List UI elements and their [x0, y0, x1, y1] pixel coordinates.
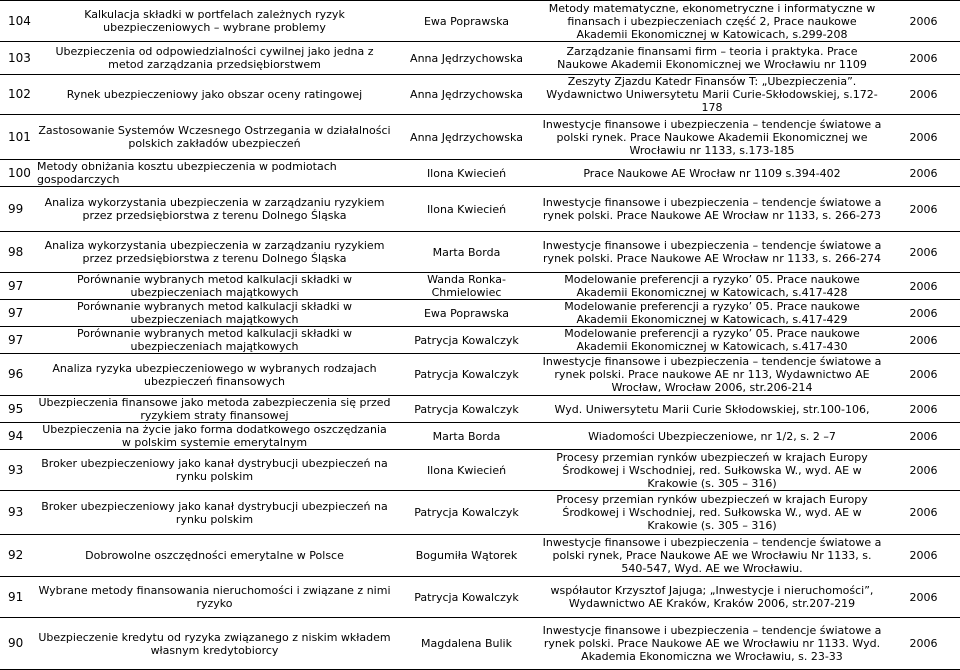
source: Wyd. Uniwersytetu Marii Curie Skłodowskiej, str.100-106, [537, 396, 887, 423]
year: 2006 [887, 423, 960, 450]
source: Zeszyty Zjazdu Katedr Finansów T: „Ubezpieczenia”. Wydawnictwo Uniwersytetu Marii Curie-Skłodowskiej, s.172-178 [537, 75, 887, 115]
row-number: 91 [0, 577, 33, 618]
table-row [0, 327, 960, 354]
paper-title: Ubezpieczenie kredytu od ryzyka związanego z niskim wkładem własnym kredytobiorcy [33, 618, 396, 670]
year: 2006 [887, 618, 960, 670]
author: Patrycja Kowalczyk [396, 491, 537, 535]
row-number: 99 [0, 187, 33, 232]
row-number: 101 [0, 115, 33, 160]
table-row [0, 491, 960, 535]
year: 2006 [887, 450, 960, 491]
author: Ilona Kwiecień [396, 450, 537, 491]
paper-title: Broker ubezpieczeniowy jako kanał dystrybucji ubezpieczeń na rynku polskim [33, 450, 396, 491]
source: Modelowanie preferencji a ryzyko’ 05. Prace naukowe Akademii Ekonomicznej w Katowicach, s.417-430 [537, 327, 887, 354]
source: Inwestycje finansowe i ubezpieczenia – tendencje światowe a rynek polski. Prace Naukowe AE Wrocław nr 1133, s. 266-274 [537, 232, 887, 273]
source: Modelowanie preferencji a ryzyko’ 05. Prace naukowe Akademii Ekonomicznej w Katowicach, s.417-429 [537, 300, 887, 327]
year: 2006 [887, 396, 960, 423]
year: 2006 [887, 115, 960, 160]
author: Bogumiła Wątorek [396, 535, 537, 577]
table-row [0, 618, 960, 670]
table-row [0, 160, 960, 187]
row-number: 93 [0, 491, 33, 535]
table-row [0, 396, 960, 423]
row-number: 97 [0, 273, 33, 300]
author: Anna Jędrzychowska [396, 115, 537, 160]
table-row [0, 75, 960, 115]
year: 2006 [887, 187, 960, 232]
paper-title: Broker ubezpieczeniowy jako kanał dystrybucji ubezpieczeń na rynku polskim [33, 491, 396, 535]
source: Inwestycje finansowe i ubezpieczenia – tendencje światowe a rynek polski. Prace Naukowe AE Wrocław nr 1133, s. 266-273 [537, 187, 887, 232]
year: 2006 [887, 75, 960, 115]
table-row [0, 450, 960, 491]
paper-title: Ubezpieczenia finansowe jako metoda zabezpieczenia się przed ryzykiem straty finansowej [33, 396, 396, 423]
year: 2006 [887, 300, 960, 327]
source: Inwestycje finansowe i ubezpieczenia – tendencje światowe a rynek polski. Prace naukowe AE nr 113, Wydawnictwo AE Wrocław, Wrocław 2006, str.206-214 [537, 354, 887, 396]
row-number: 92 [0, 535, 33, 577]
paper-title: Kalkulacja składki w portfelach zależnych ryzyk ubezpieczeniowych – wybrane problemy [33, 1, 396, 42]
row-number: 93 [0, 450, 33, 491]
author: Marta Borda [396, 232, 537, 273]
table-row [0, 535, 960, 577]
author: Patrycja Kowalczyk [396, 327, 537, 354]
author: Marta Borda [396, 423, 537, 450]
source: Metody matematyczne, ekonometryczne i informatyczne w finansach i ubezpieczeniach część 2, Prace naukowe Akademii Ekonomicznej w Katowicach, s.299-208 [537, 1, 887, 42]
paper-title: Zastosowanie Systemów Wczesnego Ostrzegania w działalności polskich zakładów ubezpieczeń [33, 115, 396, 160]
table-row [0, 1, 960, 42]
source: współautor Krzysztof Jajuga; „Inwestycje i nieruchomości”, Wydawnictwo AE Kraków, Kraków 2006, str.207-219 [537, 577, 887, 618]
paper-title: Analiza wykorzystania ubezpieczenia w zarządzaniu ryzykiem przez przedsiębiorstwa z terenu Dolnego Śląska [33, 232, 396, 273]
table-row [0, 187, 960, 232]
table-row [0, 354, 960, 396]
paper-title: Porównanie wybranych metod kalkulacji składki w ubezpieczeniach majątkowych [33, 300, 396, 327]
year: 2006 [887, 42, 960, 75]
year: 2006 [887, 491, 960, 535]
paper-title: Analiza wykorzystania ubezpieczenia w zarządzaniu ryzykiem przez przedsiębiorstwa z terenu Dolnego Śląska [33, 187, 396, 232]
source: Procesy przemian rynków ubezpieczeń w krajach Europy Środkowej i Wschodniej, red. Sułkowska W., wyd. AE w Krakowie (s. 305 – 316) [537, 491, 887, 535]
year: 2006 [887, 232, 960, 273]
author: Ewa Poprawska [396, 300, 537, 327]
paper-title: Porównanie wybranych metod kalkulacji składki w ubezpieczeniach majątkowych [33, 273, 396, 300]
year: 2006 [887, 577, 960, 618]
paper-title: Wybrane metody finansowania nieruchomości i związane z nimi ryzyko [33, 577, 396, 618]
author: Ilona Kwiecień [396, 187, 537, 232]
author: Patrycja Kowalczyk [396, 577, 537, 618]
author: Wanda Ronka-Chmielowiec [396, 273, 537, 300]
paper-title: Rynek ubezpieczeniowy jako obszar oceny ratingowej [33, 75, 396, 115]
year: 2006 [887, 1, 960, 42]
table-row [0, 300, 960, 327]
table-row [0, 42, 960, 75]
row-number: 100 [0, 160, 33, 187]
table-row [0, 423, 960, 450]
paper-title: Ubezpieczenia na życie jako forma dodatkowego oszczędzania w polskim systemie emerytalnym [33, 423, 396, 450]
row-number: 104 [0, 1, 33, 42]
year: 2006 [887, 535, 960, 577]
source: Prace Naukowe AE Wrocław nr 1109 s.394-402 [537, 160, 887, 187]
source: Zarządzanie finansami firm – teoria i praktyka. Prace Naukowe Akademii Ekonomicznej we Wrocławiu nr 1109 [537, 42, 887, 75]
row-number: 103 [0, 42, 33, 75]
source: Inwestycje finansowe i ubezpieczenia – tendencje światowe a rynek polski. Prace Naukowe AE we Wrocławiu nr 1133. Wyd. Akademia Ekonomiczna we Wrocławiu, s. 23-33 [537, 618, 887, 670]
source: Inwestycje finansowe i ubezpieczenia – tendencje światowe a polski rynek, Prace Naukowe AE we Wrocławiu Nr 1133, s. 540-547, Wyd. AE we Wrocławiu. [537, 535, 887, 577]
table-row [0, 115, 960, 160]
row-number: 98 [0, 232, 33, 273]
row-number: 94 [0, 423, 33, 450]
year: 2006 [887, 273, 960, 300]
author: Anna Jędrzychowska [396, 42, 537, 75]
year: 2006 [887, 160, 960, 187]
row-number: 97 [0, 327, 33, 354]
table-row [0, 577, 960, 618]
author: Patrycja Kowalczyk [396, 354, 537, 396]
source: Inwestycje finansowe i ubezpieczenia – tendencje światowe a polski rynek. Prace Naukowe Akademii Ekonomicznej we Wrocławiu nr 1133, s.173-185 [537, 115, 887, 160]
source: Wiadomości Ubezpieczeniowe, nr 1/2, s. 2 –7 [537, 423, 887, 450]
author: Patrycja Kowalczyk [396, 396, 537, 423]
author: Ewa Poprawska [396, 1, 537, 42]
year: 2006 [887, 354, 960, 396]
year: 2006 [887, 327, 960, 354]
source: Procesy przemian rynków ubezpieczeń w krajach Europy Środkowej i Wschodniej, red. Sułkowska W., wyd. AE w Krakowie (s. 305 – 316) [537, 450, 887, 491]
table-row [0, 232, 960, 273]
row-number: 95 [0, 396, 33, 423]
paper-title: Porównanie wybranych metod kalkulacji składki w ubezpieczeniach majątkowych [33, 327, 396, 354]
author: Magdalena Bulik [396, 618, 537, 670]
paper-title: Metody obniżania kosztu ubezpieczenia w podmiotach gospodarczych [33, 160, 396, 187]
author: Ilona Kwiecień [396, 160, 537, 187]
paper-title: Ubezpieczenia od odpowiedzialności cywilnej jako jedna z metod zarządzania przedsiębiorstwem [33, 42, 396, 75]
row-number: 97 [0, 300, 33, 327]
source: Modelowanie preferencji a ryzyko’ 05. Prace naukowe Akademii Ekonomicznej w Katowicach, s.417-428 [537, 273, 887, 300]
row-number: 90 [0, 618, 33, 670]
author: Anna Jędrzychowska [396, 75, 537, 115]
table-row [0, 273, 960, 300]
paper-title: Dobrowolne oszczędności emerytalne w Polsce [33, 535, 396, 577]
row-number: 96 [0, 354, 33, 396]
paper-title: Analiza ryzyka ubezpieczeniowego w wybranych rodzajach ubezpieczeń finansowych [33, 354, 396, 396]
row-number: 102 [0, 75, 33, 115]
